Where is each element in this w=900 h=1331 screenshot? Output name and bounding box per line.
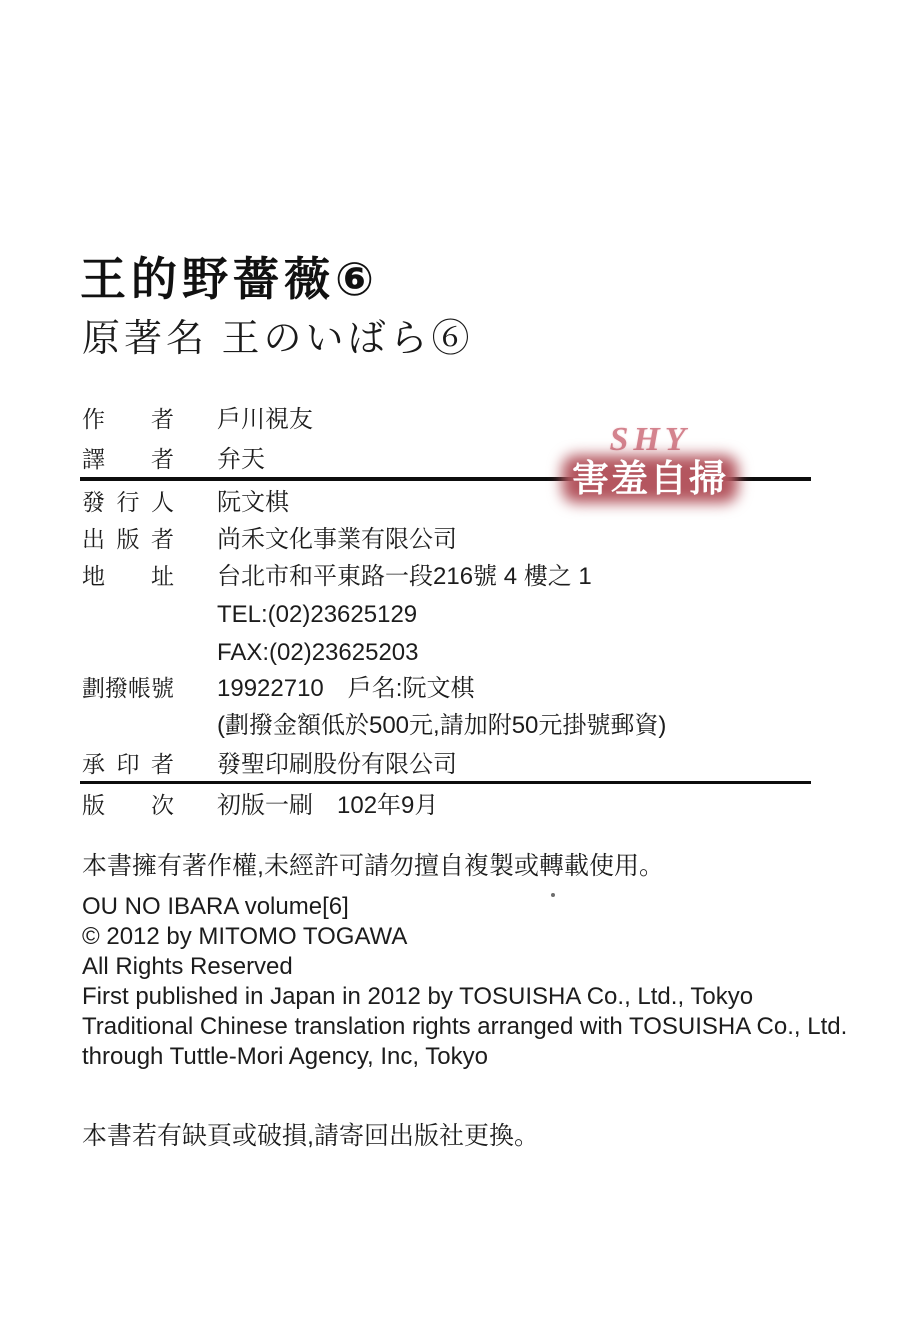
row-postal-note: [82, 712, 667, 739]
row-value: 19922710 戶名:阮文棋: [217, 675, 475, 702]
row-translator: [82, 446, 265, 473]
row-label: 發行人: [82, 489, 174, 515]
row-label: 出版者: [82, 526, 174, 552]
row-value: 尚禾文化事業有限公司: [217, 526, 457, 553]
copyright-notice: 本書擁有著作權,未經許可請勿擅自複製或轉載使用。: [82, 852, 664, 880]
row-label: 承印者: [82, 751, 174, 777]
legal-line-first-published: First published in Japan in 2012 by TOSUISHA Co., Ltd., Tokyo: [82, 983, 754, 1010]
legal-line-copyright: © 2012 by MITOMO TOGAWA: [82, 923, 408, 950]
row-value: 發聖印刷股份有限公司: [217, 751, 457, 778]
row-label: 作者: [82, 406, 174, 432]
row-label: 譯者: [82, 446, 174, 472]
original-title: 原著名 王のいばら⑥: [82, 318, 474, 360]
watermark-cjk-text: 害羞自掃: [568, 458, 732, 500]
scanlation-watermark: [552, 422, 748, 500]
divider-rule-bottom: [80, 781, 811, 784]
row-postal-account: [82, 675, 475, 702]
row-edition: [82, 792, 439, 819]
legal-line-title: OU NO IBARA volume[6]: [82, 893, 349, 920]
legal-line-rights: All Rights Reserved: [82, 953, 293, 980]
row-value: 戶川視友: [217, 406, 313, 433]
row-address: [82, 563, 592, 590]
row-value: 弁天: [217, 446, 265, 473]
row-value: (劃撥金額低於500元,請加附50元掛號郵資): [217, 712, 667, 739]
legal-line-translation-rights: Traditional Chinese translation rights arranged with TOSUISHA Co., Ltd.: [82, 1013, 848, 1040]
legal-line-agency: through Tuttle-Mori Agency, Inc, Tokyo: [82, 1043, 488, 1070]
row-value: 初版一刷 102年9月: [217, 792, 439, 819]
row-label: 地址: [82, 563, 174, 589]
row-value: FAX:(02)23625203: [217, 639, 419, 666]
scan-speck: [551, 893, 555, 897]
row-fax: [82, 639, 419, 666]
row-author: [82, 406, 313, 433]
book-title: 王的野薔薇⑥: [80, 253, 379, 305]
row-printer: [82, 751, 457, 778]
row-value: 阮文棋: [217, 489, 289, 516]
return-notice: 本書若有缺頁或破損,請寄回出版社更換。: [82, 1122, 539, 1150]
row-publishing-company: [82, 526, 457, 553]
row-tel: [82, 601, 418, 628]
row-label: 版次: [82, 792, 174, 818]
watermark-script-text: SHY: [609, 421, 691, 458]
row-value: 台北市和平東路一段216號 4 樓之 1: [217, 563, 592, 590]
divider-rule-top: [80, 477, 811, 481]
row-value: TEL:(02)23625129: [217, 601, 418, 628]
row-label: 劃撥帳號: [82, 675, 174, 701]
row-publisher-person: [82, 489, 289, 516]
